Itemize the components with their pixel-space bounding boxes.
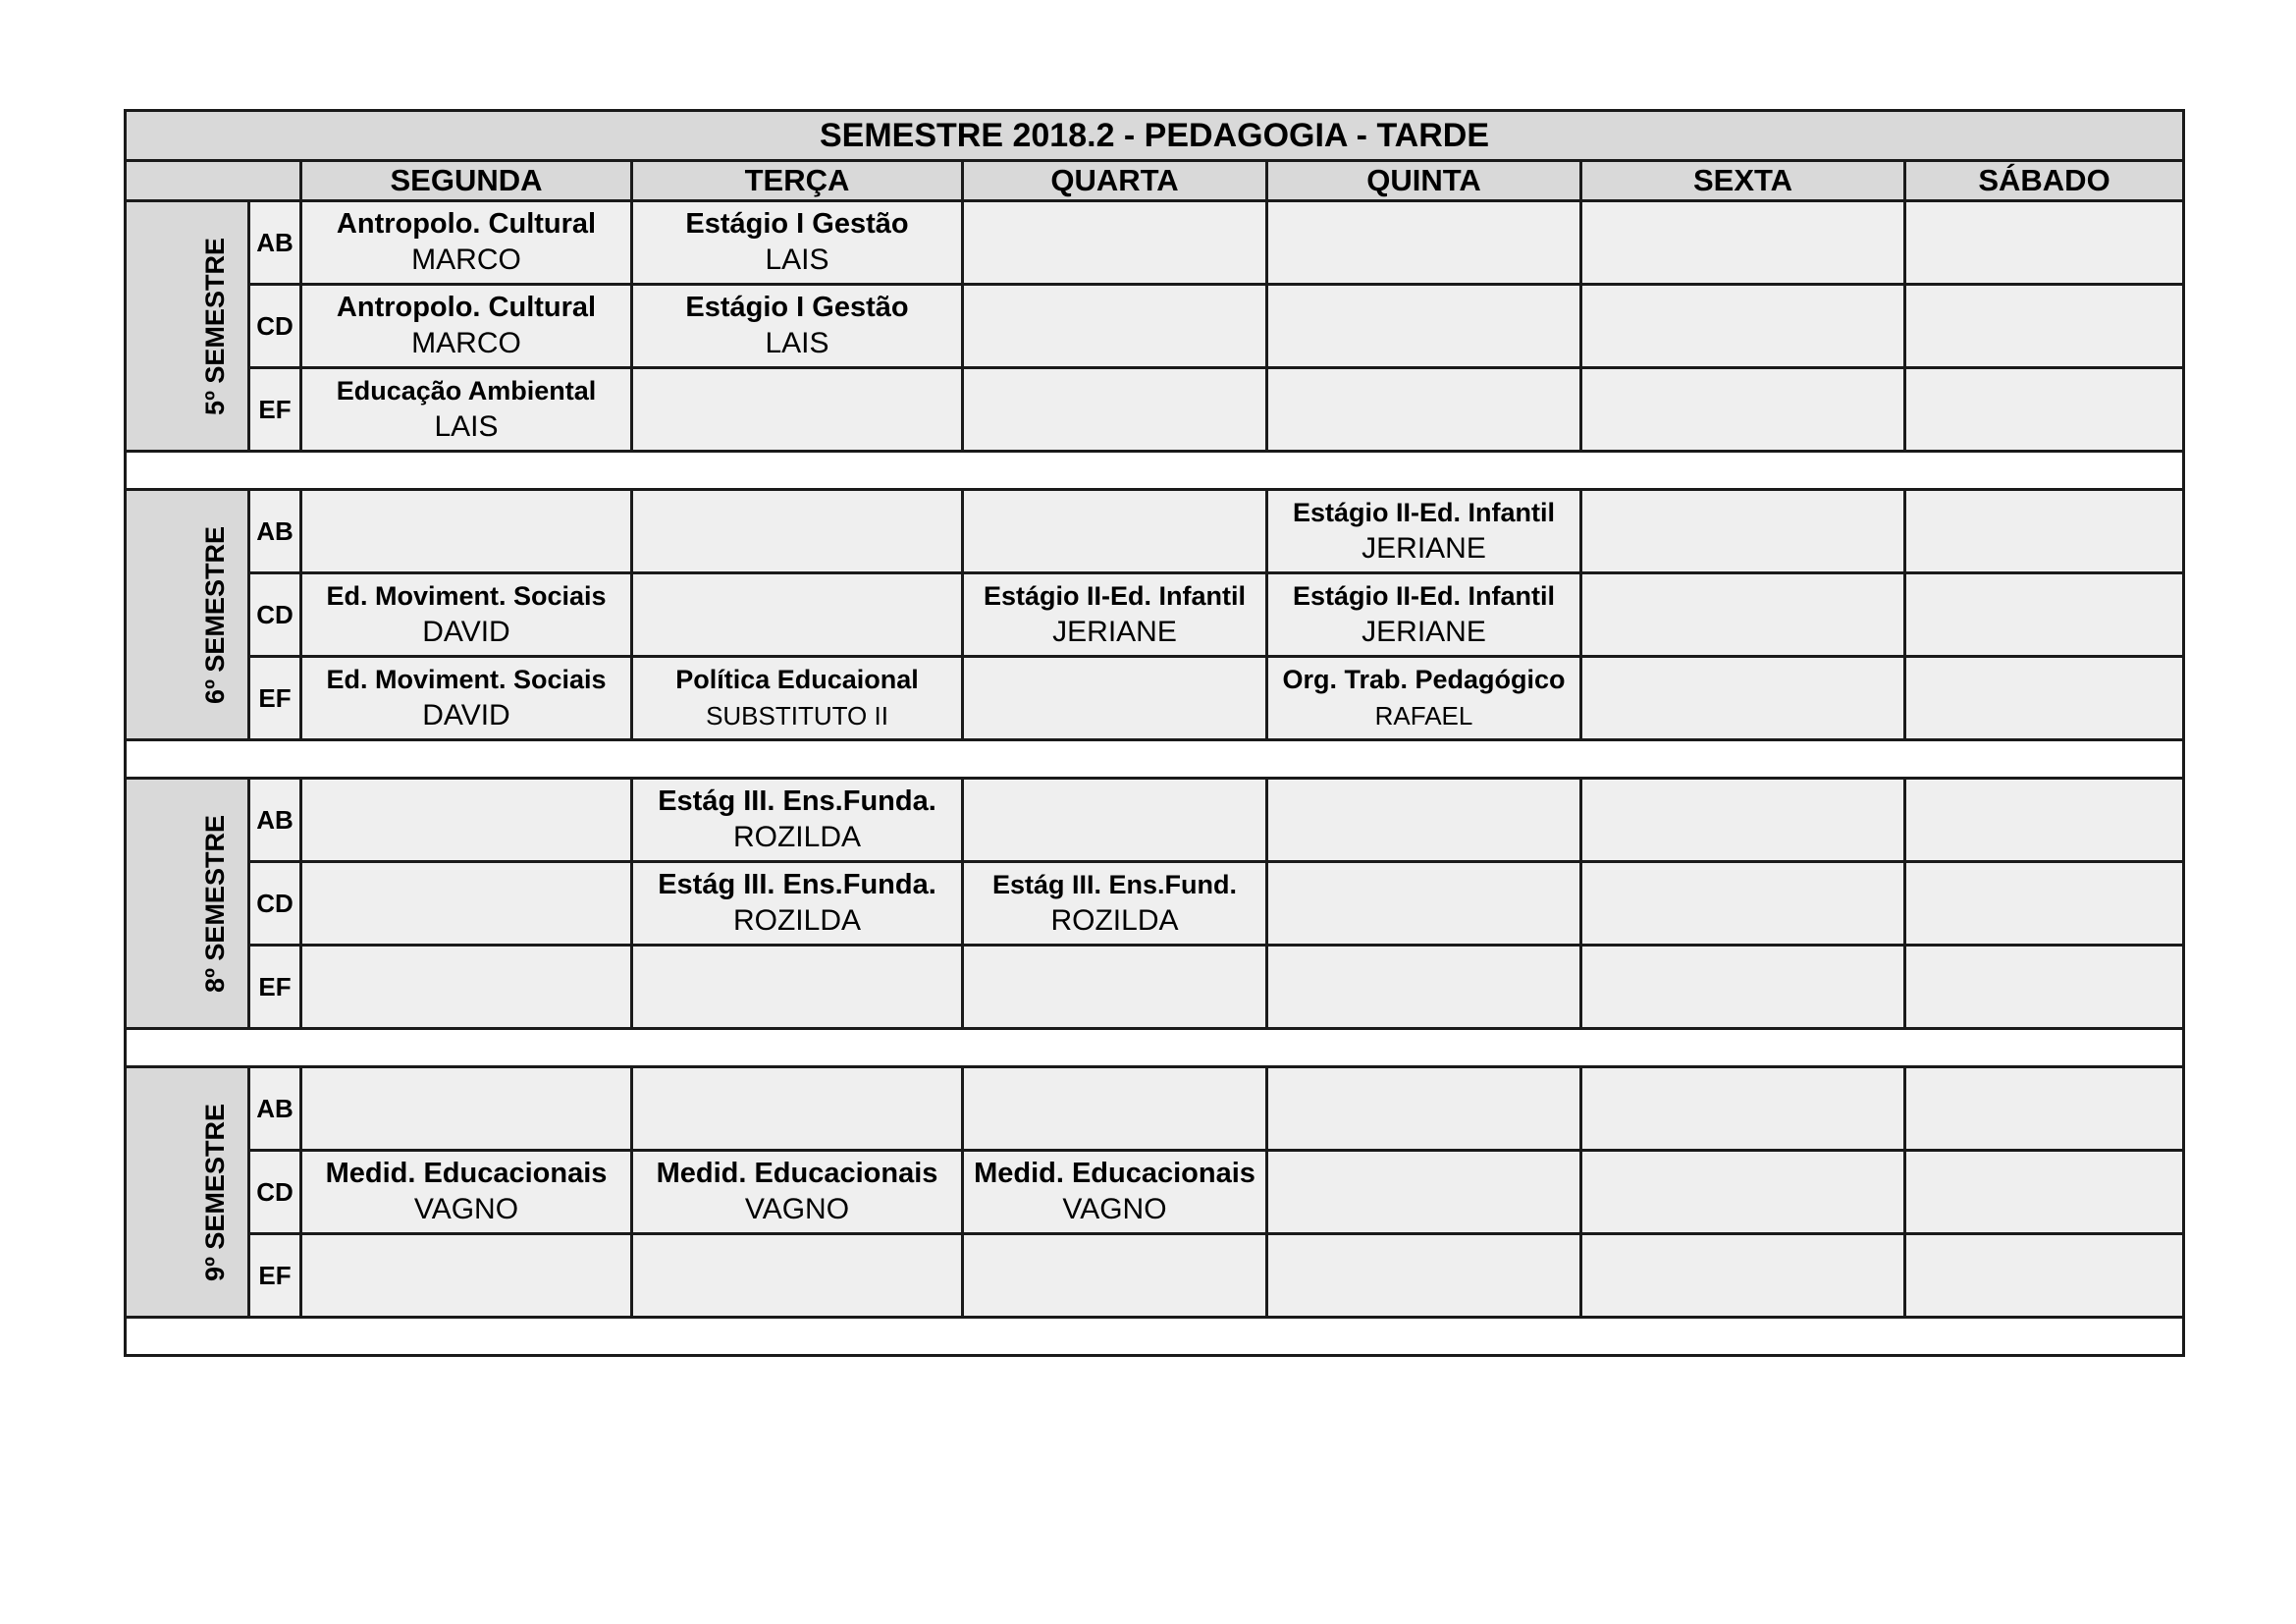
day-header-row: [126, 161, 2184, 201]
course-name: Org. Trab. Pedagógico: [1282, 665, 1566, 694]
time-slot-label: CD: [249, 285, 301, 368]
time-slot-label: EF: [249, 946, 301, 1029]
course-name: Medid. Educacionais: [974, 1158, 1255, 1189]
time-slot-label: EF: [249, 1234, 301, 1318]
class-cell: [1581, 1234, 1905, 1318]
class-cell: [1581, 946, 1905, 1029]
schedule-table: [124, 109, 2185, 1357]
teacher-name: MARCO: [411, 327, 521, 359]
semester-label: 9º SEMESTRE: [199, 1103, 230, 1281]
spacer-cell: [126, 1318, 2184, 1356]
class-cell: [632, 862, 963, 946]
class-cell: [1905, 285, 2184, 368]
semester-label: 6º SEMESTRE: [199, 525, 230, 704]
course-name: Ed. Moviment. Sociais: [326, 665, 607, 694]
time-slot-label: AB: [249, 779, 301, 862]
class-cell: [632, 573, 963, 657]
semester-cell: [126, 779, 249, 1029]
class-cell: [1267, 946, 1581, 1029]
course-name: Estág III. Ens.Fund.: [991, 870, 1238, 899]
semester-spacer-row: [126, 1318, 2184, 1356]
class-cell: [301, 573, 632, 657]
class-cell: [1905, 1067, 2184, 1151]
corner-header-cell: [126, 161, 301, 201]
class-cell: [1267, 1067, 1581, 1151]
course-name: Antropolo. Cultural: [336, 292, 597, 323]
course-name: Estág III. Ens.Funda.: [658, 869, 936, 900]
teacher-name: LAIS: [434, 410, 499, 443]
time-slot-label: CD: [249, 862, 301, 946]
class-cell: [632, 1067, 963, 1151]
schedule-row: [126, 862, 2184, 946]
course-name: Estág III. Ens.Funda.: [658, 785, 936, 817]
class-cell: [1581, 1151, 1905, 1234]
teacher-name: DAVID: [422, 616, 510, 648]
class-cell: [963, 573, 1267, 657]
teacher-name: LAIS: [765, 327, 829, 359]
schedule-title: SEMESTRE 2018.2 - PEDAGOGIA - TARDE: [126, 111, 2184, 161]
course-name: Estágio I Gestão: [685, 208, 909, 240]
class-cell: [1905, 201, 2184, 285]
class-cell: [963, 490, 1267, 573]
schedule-row: [126, 573, 2184, 657]
class-cell: [301, 201, 632, 285]
course-name: Estágio II-Ed. Infantil: [1292, 581, 1555, 611]
class-cell: [963, 1151, 1267, 1234]
teacher-name: VAGNO: [413, 1193, 519, 1225]
teacher-name: DAVID: [422, 699, 510, 731]
class-cell: [301, 1151, 632, 1234]
class-cell: [301, 1067, 632, 1151]
time-slot-label: AB: [249, 1067, 301, 1151]
class-cell: [1267, 1151, 1581, 1234]
class-cell: [1581, 657, 1905, 740]
class-cell: [963, 862, 1267, 946]
time-slot-label: AB: [249, 201, 301, 285]
semester-spacer-row: [126, 452, 2184, 490]
teacher-name: VAGNO: [1062, 1193, 1167, 1225]
semester-spacer-row: [126, 740, 2184, 779]
class-cell: [1581, 201, 1905, 285]
time-slot-label: AB: [249, 490, 301, 573]
class-cell: [1905, 1151, 2184, 1234]
class-cell: [1267, 779, 1581, 862]
class-cell: [301, 862, 632, 946]
time-slot-label: CD: [249, 573, 301, 657]
semester-cell: [126, 490, 249, 740]
class-cell: [1581, 285, 1905, 368]
day-header-segunda: SEGUNDA: [301, 161, 632, 201]
day-header-sexta: SEXTA: [1581, 161, 1905, 201]
class-cell: [1905, 779, 2184, 862]
class-cell: [1581, 368, 1905, 452]
course-name: Estágio II-Ed. Infantil: [1292, 498, 1555, 527]
class-cell: [632, 946, 963, 1029]
class-cell: [1581, 1067, 1905, 1151]
class-cell: [1267, 368, 1581, 452]
class-cell: [632, 657, 963, 740]
day-header-quarta: QUARTA: [963, 161, 1267, 201]
class-cell: [632, 201, 963, 285]
schedule-row: [126, 368, 2184, 452]
day-header-sabado: SÁBADO: [1905, 161, 2184, 201]
class-cell: [1267, 573, 1581, 657]
class-cell: [1267, 490, 1581, 573]
day-header-terca: TERÇA: [632, 161, 963, 201]
course-name: Educação Ambiental: [336, 376, 597, 406]
class-cell: [632, 1234, 963, 1318]
teacher-name: SUBSTITUTO II: [706, 701, 888, 731]
class-cell: [1267, 657, 1581, 740]
class-cell: [1905, 573, 2184, 657]
class-cell: [1905, 1234, 2184, 1318]
class-cell: [963, 657, 1267, 740]
schedule-row: [126, 285, 2184, 368]
teacher-name: ROZILDA: [1050, 904, 1179, 937]
class-cell: [301, 368, 632, 452]
class-cell: [1581, 490, 1905, 573]
class-cell: [963, 779, 1267, 862]
time-slot-label: CD: [249, 1151, 301, 1234]
schedule-row: [126, 657, 2184, 740]
class-cell: [1581, 573, 1905, 657]
semester-label: 8º SEMESTRE: [199, 814, 230, 993]
schedule-row: [126, 779, 2184, 862]
class-cell: [301, 1234, 632, 1318]
class-cell: [1905, 368, 2184, 452]
class-cell: [1905, 862, 2184, 946]
class-cell: [301, 657, 632, 740]
class-cell: [963, 201, 1267, 285]
spacer-cell: [126, 452, 2184, 490]
class-cell: [301, 946, 632, 1029]
schedule-row: [126, 1151, 2184, 1234]
time-slot-label: EF: [249, 657, 301, 740]
teacher-name: LAIS: [765, 244, 829, 276]
class-cell: [301, 779, 632, 862]
course-name: Medid. Educacionais: [656, 1158, 938, 1189]
teacher-name: MARCO: [411, 244, 521, 276]
semester-cell: [126, 201, 249, 452]
teacher-name: JERIANE: [1052, 616, 1177, 648]
teacher-name: VAGNO: [744, 1193, 850, 1225]
day-header-quinta: QUINTA: [1267, 161, 1581, 201]
class-cell: [1905, 657, 2184, 740]
spacer-cell: [126, 1029, 2184, 1067]
teacher-name: ROZILDA: [732, 904, 862, 937]
class-cell: [632, 368, 963, 452]
class-cell: [632, 1151, 963, 1234]
class-cell: [963, 285, 1267, 368]
class-cell: [1581, 779, 1905, 862]
title-row: [126, 111, 2184, 161]
teacher-name: ROZILDA: [732, 821, 862, 853]
semester-cell: [126, 1067, 249, 1318]
class-cell: [1267, 1234, 1581, 1318]
course-name: Estágio I Gestão: [685, 292, 909, 323]
course-name: Antropolo. Cultural: [336, 208, 597, 240]
class-cell: [963, 946, 1267, 1029]
class-cell: [301, 285, 632, 368]
class-cell: [632, 490, 963, 573]
teacher-name: JERIANE: [1362, 616, 1486, 648]
class-cell: [1267, 862, 1581, 946]
class-cell: [1905, 946, 2184, 1029]
semester-label: 5º SEMESTRE: [199, 237, 230, 415]
class-cell: [963, 1067, 1267, 1151]
class-cell: [632, 285, 963, 368]
class-cell: [963, 1234, 1267, 1318]
teacher-name: JERIANE: [1362, 532, 1486, 565]
schedule-row: [126, 946, 2184, 1029]
course-name: Ed. Moviment. Sociais: [326, 581, 607, 611]
semester-spacer-row: [126, 1029, 2184, 1067]
course-name: Estágio II-Ed. Infantil: [983, 581, 1246, 611]
class-cell: [963, 368, 1267, 452]
class-cell: [1581, 862, 1905, 946]
teacher-name: RAFAEL: [1374, 701, 1473, 731]
class-cell: [301, 490, 632, 573]
schedule-row: [126, 1067, 2184, 1151]
class-cell: [1267, 285, 1581, 368]
time-slot-label: EF: [249, 368, 301, 452]
course-name: Política Educaional: [675, 665, 919, 694]
class-cell: [1905, 490, 2184, 573]
schedule-row: [126, 1234, 2184, 1318]
spacer-cell: [126, 740, 2184, 779]
class-cell: [632, 779, 963, 862]
course-name: Medid. Educacionais: [325, 1158, 608, 1189]
schedule-row: [126, 490, 2184, 573]
class-cell: [1267, 201, 1581, 285]
schedule-row: [126, 201, 2184, 285]
